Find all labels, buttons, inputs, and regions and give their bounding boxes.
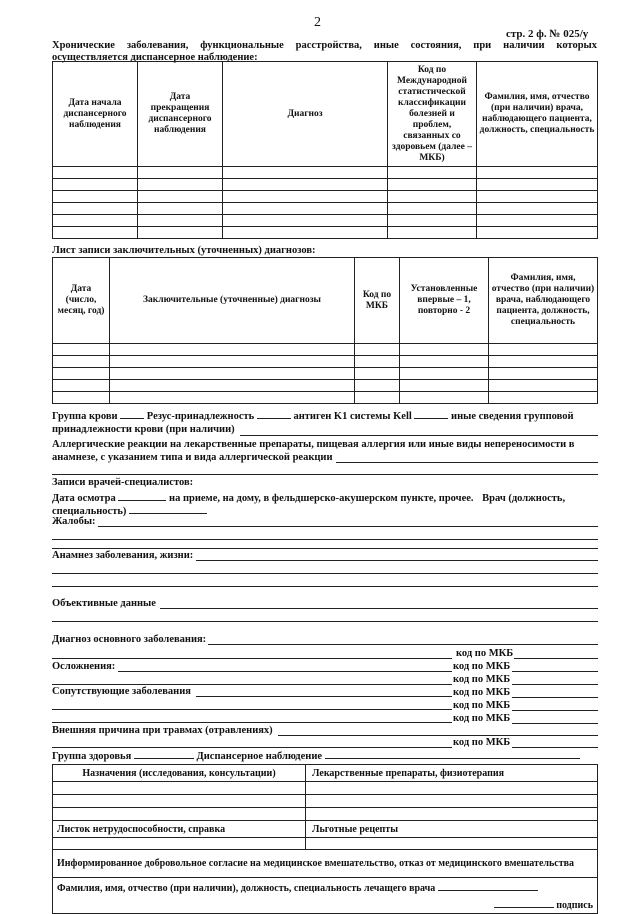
objective-label: Объективные данные xyxy=(52,598,156,609)
cell[interactable] xyxy=(355,392,400,404)
mkb-code-label: код по МКБ xyxy=(453,713,511,724)
blood-group-row xyxy=(52,408,574,422)
complaints-line-2[interactable] xyxy=(52,539,598,540)
section2-title: Лист записи заключительных (уточненных) диагнозов: xyxy=(52,245,316,256)
complications-label: Осложнения: xyxy=(52,661,116,672)
blood-other-label: иные сведения групповой xyxy=(451,411,574,422)
kell-field[interactable] xyxy=(414,408,448,419)
form-reference: стр. 2 ф. № 025/у xyxy=(506,28,589,40)
doctor-name-field[interactable] xyxy=(438,880,538,891)
blood-group-label: Группа крови xyxy=(52,411,118,422)
allergy-field[interactable] xyxy=(336,462,598,463)
health-group-label: Группа здоровья xyxy=(52,751,132,762)
cell[interactable] xyxy=(355,344,400,356)
complaints-line-3[interactable] xyxy=(52,548,598,549)
blood-other-field[interactable] xyxy=(240,435,598,436)
main-diagnosis-field[interactable] xyxy=(208,644,598,645)
col-mkb-code: Код по Международной статистической классификации болезней и проблем, связанных со здоровьем (далее – МКБ) xyxy=(388,62,477,167)
mkb-code-label: код по МКБ xyxy=(453,661,511,672)
cell[interactable] xyxy=(223,203,388,215)
cell[interactable] xyxy=(53,392,110,404)
external-cause-label: Внешняя причина при травмах (отравлениях) xyxy=(52,725,273,736)
objective-line-2[interactable] xyxy=(52,621,598,622)
col-final-diagnoses: Заключительные (уточненные) диагнозы xyxy=(110,258,355,344)
allergy-field-2[interactable] xyxy=(52,474,598,475)
cell[interactable] xyxy=(53,344,110,356)
cell[interactable] xyxy=(138,179,223,191)
cell[interactable] xyxy=(477,179,598,191)
cell[interactable] xyxy=(388,191,477,203)
dispensary-label: Диспансерное наблюдение xyxy=(196,751,323,762)
main-diagnosis-label: Диагноз основного заболевания: xyxy=(52,634,207,645)
cell[interactable] xyxy=(477,191,598,203)
allergy-line2: анамнезе, с указанием типа и вида аллергической реакции xyxy=(52,452,333,463)
rh-field[interactable] xyxy=(257,408,291,419)
cell[interactable] xyxy=(53,808,306,821)
allergy-line1: Аллергические реакции на лекарственные препараты, пищевая аллергия или иные виды непереносимости в xyxy=(52,439,575,450)
col-date: Дата (число, месяц, год) xyxy=(53,258,110,344)
cell[interactable] xyxy=(110,356,355,368)
exam-date-field[interactable] xyxy=(118,490,166,501)
col-doctor: Фамилия, имя, отчество (при наличии) врача, наблюдающего пациента, должность, специальность xyxy=(477,62,598,167)
cell[interactable] xyxy=(223,179,388,191)
complications-line-2[interactable] xyxy=(52,684,452,685)
final-diagnoses-body xyxy=(53,344,598,404)
dispensary-field[interactable] xyxy=(325,748,580,759)
specialty-field[interactable] xyxy=(129,503,207,514)
cell[interactable] xyxy=(53,356,110,368)
cell[interactable] xyxy=(223,227,388,239)
cell[interactable] xyxy=(400,344,489,356)
cell[interactable] xyxy=(138,191,223,203)
cell[interactable] xyxy=(306,782,598,795)
mkb-code-label: код по МКБ xyxy=(456,648,514,659)
exam-row xyxy=(52,490,565,504)
dispensary-table xyxy=(52,61,598,239)
mkb-code-label: код по МКБ xyxy=(453,687,511,698)
cell[interactable] xyxy=(53,179,138,191)
cell[interactable] xyxy=(489,368,598,380)
mkb-code-field[interactable] xyxy=(514,658,598,659)
mkb-code-field[interactable] xyxy=(512,710,598,711)
anamnesis-line-3[interactable] xyxy=(52,586,598,587)
mkb-code-field[interactable] xyxy=(512,697,598,698)
cell[interactable] xyxy=(223,215,388,227)
cell[interactable] xyxy=(306,795,598,808)
cell[interactable] xyxy=(489,392,598,404)
cell[interactable] xyxy=(477,227,598,239)
cell[interactable] xyxy=(223,191,388,203)
cell[interactable] xyxy=(110,392,355,404)
cell[interactable] xyxy=(223,167,388,179)
cell[interactable] xyxy=(53,215,138,227)
cell[interactable] xyxy=(53,782,306,795)
exam-date-label: Дата осмотра xyxy=(52,493,116,504)
specialists-title: Записи врачей-специалистов: xyxy=(52,477,194,488)
cell[interactable] xyxy=(306,838,598,850)
comorbid-line-2[interactable] xyxy=(52,709,452,710)
col-doctor: Фамилия, имя, отчество (при наличии) врача, наблюдающего пациента, должность, специальность xyxy=(489,258,598,344)
cell[interactable] xyxy=(53,191,138,203)
mkb-code-label: код по МКБ xyxy=(453,737,511,748)
blood-other-cont: принадлежности крови (при наличии) xyxy=(52,424,235,435)
cell[interactable] xyxy=(53,380,110,392)
doctor-label: Врач (должность, xyxy=(482,493,566,504)
col-end-date: Дата прекращения диспансерного наблюдения xyxy=(138,62,223,167)
dispensary-table-body xyxy=(53,167,598,239)
cell[interactable] xyxy=(53,227,138,239)
external-cause-field[interactable] xyxy=(278,735,598,736)
cell[interactable] xyxy=(400,380,489,392)
main-diagnosis-line-2[interactable] xyxy=(52,658,452,659)
specialty-label: специальность) xyxy=(52,506,127,517)
health-group-row xyxy=(52,748,580,762)
consent-text: Информированное добровольное согласие на медицинское вмешательство, отказ от медицинского вмешательства xyxy=(53,850,598,878)
cell[interactable] xyxy=(53,795,306,808)
comorbid-field[interactable] xyxy=(196,696,452,697)
objective-field[interactable] xyxy=(160,608,598,609)
mkb-code-field[interactable] xyxy=(512,671,598,672)
cell[interactable] xyxy=(355,380,400,392)
cell[interactable] xyxy=(489,380,598,392)
cell[interactable] xyxy=(110,380,355,392)
cell[interactable] xyxy=(355,368,400,380)
cell[interactable] xyxy=(53,838,306,850)
section1-title: Хронические заболевания, функциональные расстройства, иные состояния, при наличии которых осуществляется диспансерное наблюдение: xyxy=(52,40,597,63)
cell[interactable] xyxy=(53,203,138,215)
mkb-code-field[interactable] xyxy=(512,684,598,685)
cell[interactable] xyxy=(477,215,598,227)
cell[interactable] xyxy=(355,356,400,368)
cell[interactable] xyxy=(400,392,489,404)
anamnesis-label: Анамнез заболевания, жизни: xyxy=(52,550,194,561)
complaints-label: Жалобы: xyxy=(52,516,96,527)
cell[interactable] xyxy=(489,356,598,368)
cell[interactable] xyxy=(53,167,138,179)
sick-leave-label: Листок нетрудоспособности, справка xyxy=(53,821,306,838)
cell[interactable] xyxy=(138,227,223,239)
cell[interactable] xyxy=(306,808,598,821)
blood-group-field[interactable] xyxy=(120,408,144,419)
health-group-field[interactable] xyxy=(134,748,194,759)
cell[interactable] xyxy=(489,344,598,356)
cell[interactable] xyxy=(477,167,598,179)
cell[interactable] xyxy=(388,215,477,227)
final-diagnoses-table xyxy=(52,257,598,404)
prescriptions-table xyxy=(52,764,598,914)
kell-label: антиген K1 системы Kell xyxy=(293,411,412,422)
complaints-field[interactable] xyxy=(98,526,598,527)
cell[interactable] xyxy=(400,356,489,368)
comorbid-line-3[interactable] xyxy=(52,722,452,723)
drugs-header: Лекарственные препараты, физиотерапия xyxy=(306,765,598,782)
cell[interactable] xyxy=(53,368,110,380)
cell[interactable] xyxy=(477,203,598,215)
privileged-label: Льготные рецепты xyxy=(306,821,598,838)
blood-other-row xyxy=(52,424,235,435)
exam-place: на приеме, на дому, в фельдшерско-акушерском пункте, прочее. xyxy=(169,493,474,504)
cell[interactable] xyxy=(138,215,223,227)
cell[interactable] xyxy=(388,167,477,179)
cell[interactable] xyxy=(388,227,477,239)
rh-label: Резус-принадлежность xyxy=(146,411,255,422)
col-start-date: Дата начала диспансерного наблюдения xyxy=(53,62,138,167)
col-first-repeat: Установленные впервые – 1, повторно - 2 xyxy=(400,258,489,344)
cell[interactable] xyxy=(388,203,477,215)
cell[interactable] xyxy=(110,368,355,380)
anamnesis-field[interactable] xyxy=(196,560,598,561)
anamnesis-line-2[interactable] xyxy=(52,573,598,574)
doctor-name-cell xyxy=(53,878,598,914)
signature-label: подпись xyxy=(556,900,593,911)
col-diagnosis: Диагноз xyxy=(223,62,388,167)
page-number: 2 xyxy=(314,15,321,30)
prescriptions-header: Назначения (исследования, консультации) xyxy=(53,765,306,782)
complications-field[interactable] xyxy=(118,671,452,672)
cell[interactable] xyxy=(138,203,223,215)
cell[interactable] xyxy=(388,179,477,191)
signature-field[interactable] xyxy=(494,897,554,908)
col-mkb: Код по МКБ xyxy=(355,258,400,344)
cell[interactable] xyxy=(400,368,489,380)
signature-row xyxy=(57,897,593,911)
mkb-code-label: код по МКБ xyxy=(453,700,511,711)
mkb-code-label: код по МКБ xyxy=(453,674,511,685)
specialty-row xyxy=(52,503,207,517)
mkb-code-field[interactable] xyxy=(512,723,598,724)
comorbid-label: Сопутствующие заболевания xyxy=(52,686,191,697)
doctor-name-label: Фамилия, имя, отчество (при наличии), должность, специальность лечащего врача xyxy=(57,883,436,894)
cell[interactable] xyxy=(138,167,223,179)
cell[interactable] xyxy=(110,344,355,356)
